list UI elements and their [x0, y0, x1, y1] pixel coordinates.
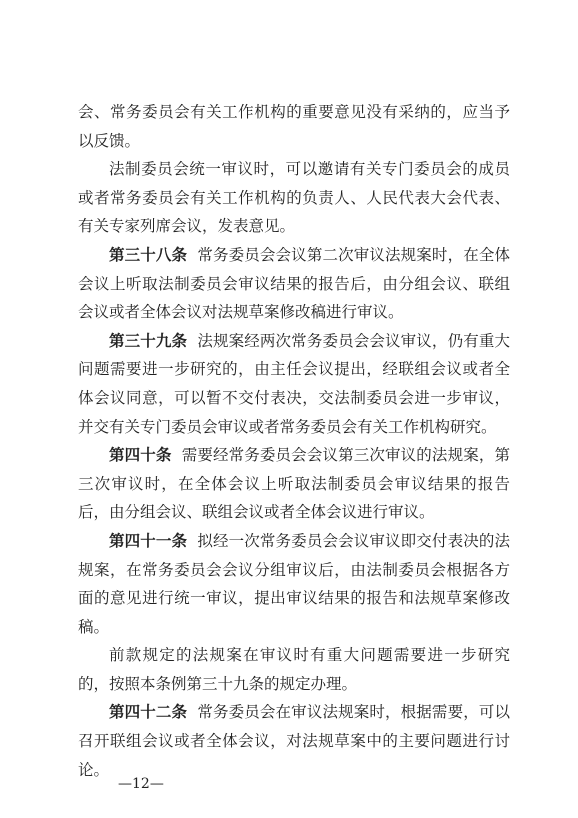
article-text: 常务委员会在审议法规案时，根据需要，可以召开联组会议或者全体会议，对法规草案中的主要问题进行讨论。 — [78, 703, 510, 779]
article-38 — [78, 241, 510, 327]
article-41 — [78, 527, 510, 641]
article-40 — [78, 441, 510, 527]
article-42 — [78, 698, 510, 784]
article-heading: 第四十二条 — [109, 702, 188, 722]
article-heading: 第四十一条 — [109, 530, 188, 550]
body-text — [78, 98, 510, 784]
page-number: —12— — [118, 776, 164, 792]
paragraph-text: 前款规定的法规案在审议时有重大问题需要进一步研究的，按照本条例第三十九条的规定办理。 — [78, 646, 510, 693]
paragraph-text: 会、常务委员会有关工作机构的重要意见没有采纳的，应当予以反馈。 — [78, 103, 510, 150]
article-41-paragraph-2 — [78, 641, 510, 698]
article-text: 法规案经两次常务委员会会议审议，仍有重大问题需要进一步研究的，由主任会议提出，经联组会议或者全体会议同意，可以暂不交付表决，交法制委员会进一步审议，并交有关专门委员会审议或者常务委员会有关工作机构研究。 — [78, 331, 510, 436]
paragraph-invite-attendees — [78, 155, 510, 241]
article-text: 常务委员会会议第二次审议法规案时，在全体会议上听取法制委员会审议结果的报告后，由分组会议、联组会议或者全体会议对法规草案修改稿进行审议。 — [78, 245, 510, 322]
article-heading: 第三十九条 — [109, 330, 188, 350]
article-text: 拟经一次常务委员会会议审议即交付表决的法规案，在常务委员会会议分组审议后，由法制委员会根据各方面的意见进行统一审议，提出审议结果的报告和法规草案修改稿。 — [78, 531, 510, 636]
paragraph-text: 法制委员会统一审议时，可以邀请有关专门委员会的成员或者常务委员会有关工作机构的负责人、人民代表大会代表、有关专家列席会议，发表意见。 — [78, 160, 510, 236]
article-heading: 第三十八条 — [109, 244, 188, 264]
article-text: 需要经常务委员会会议第三次审议的法规案，第三次审议时，在全体会议上听取法制委员会审议结果的报告后，由分组会议、联组会议或者全体会议进行审议。 — [78, 446, 510, 522]
paragraph-continuation — [78, 98, 510, 155]
article-heading: 第四十条 — [109, 445, 172, 465]
article-39 — [78, 327, 510, 441]
